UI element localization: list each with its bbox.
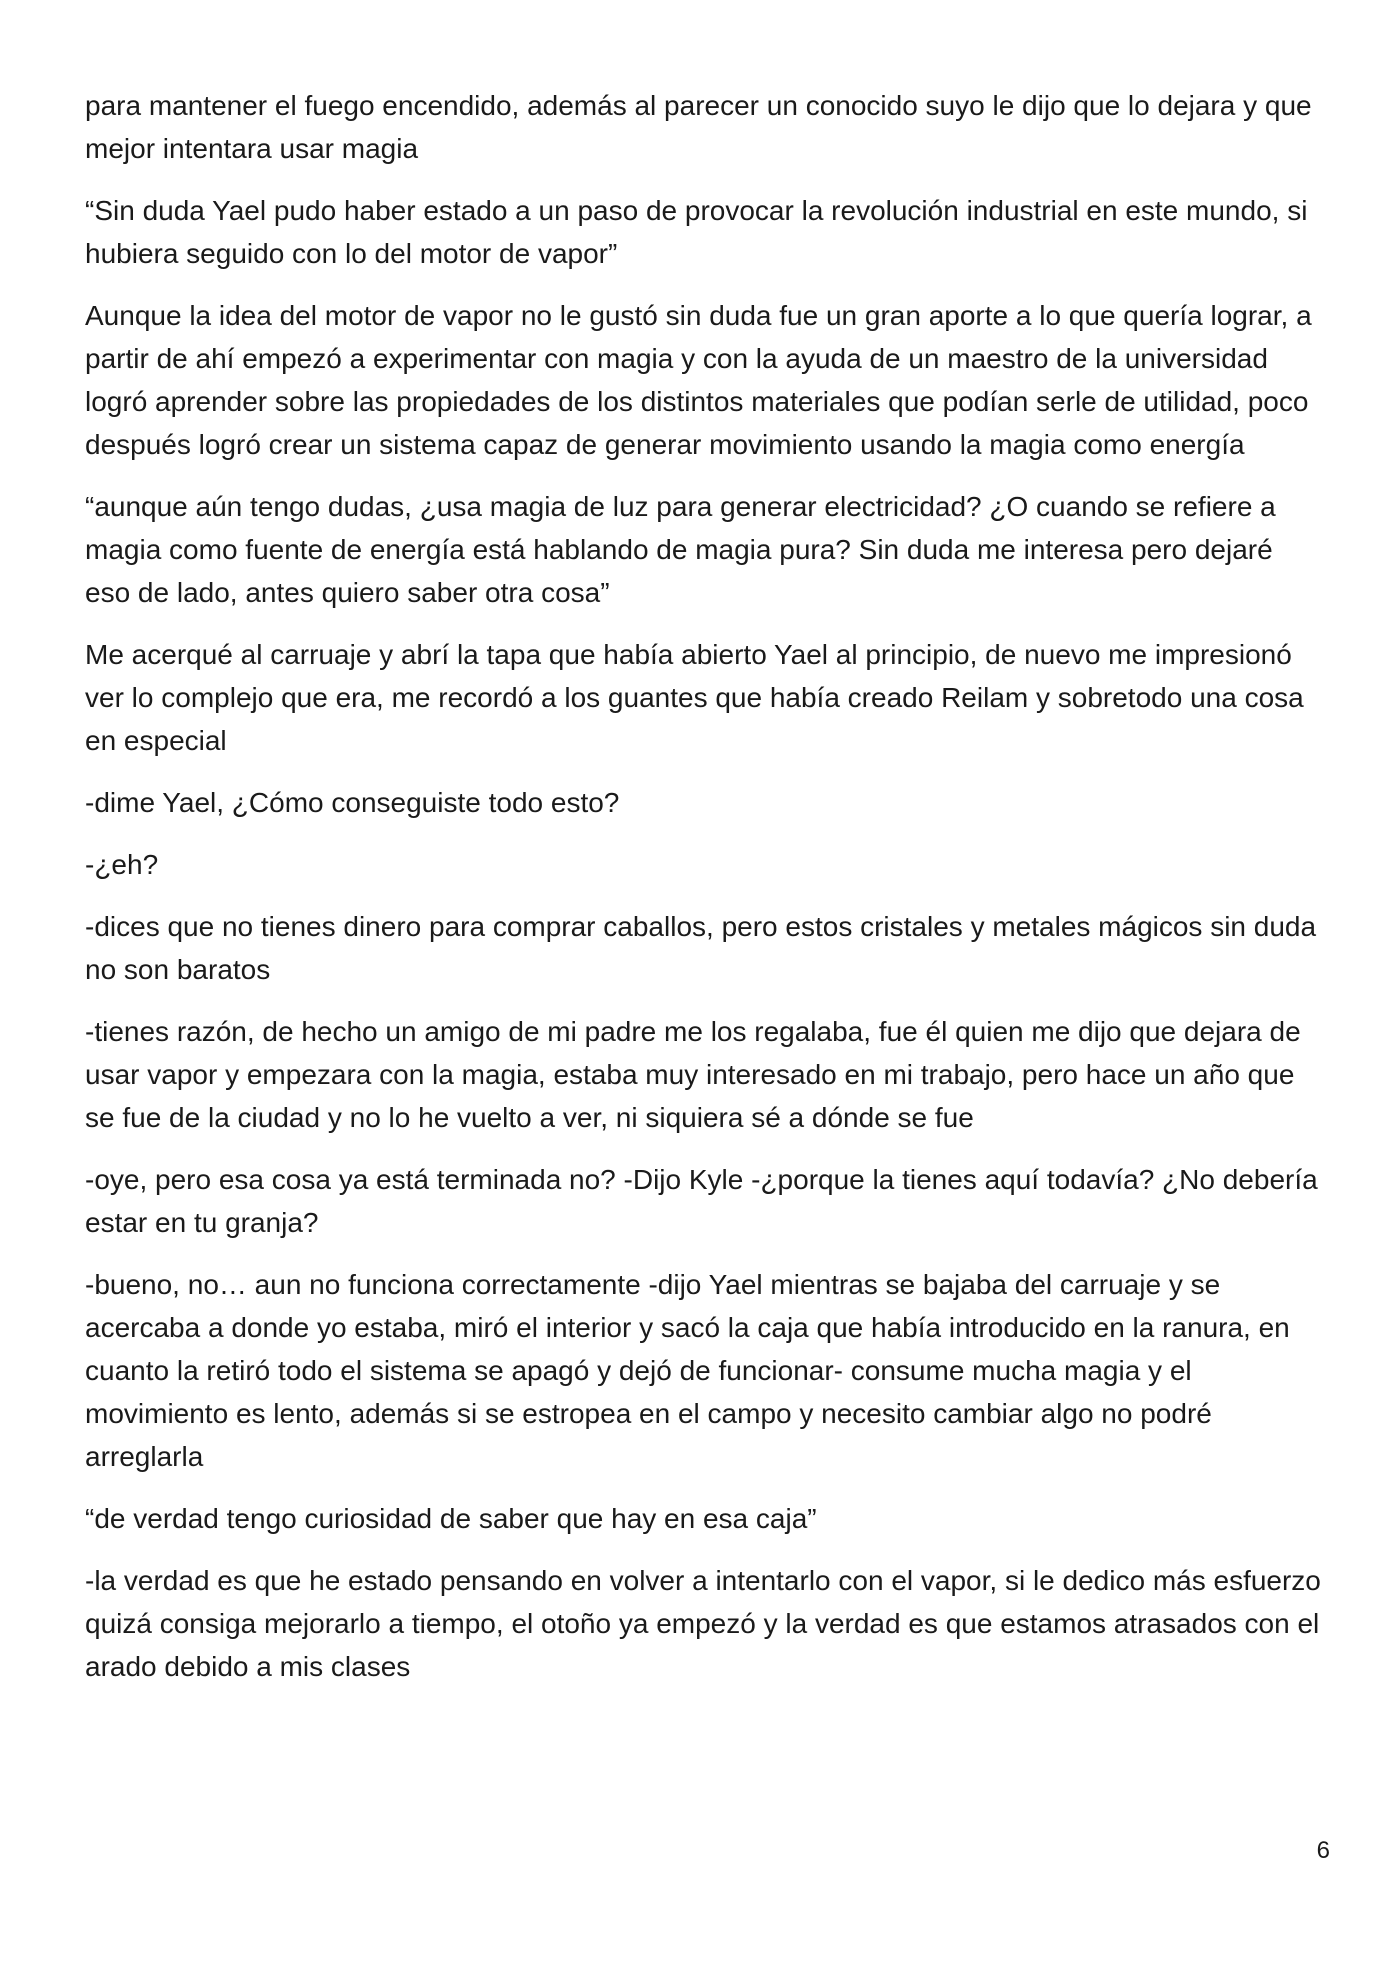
- paragraph: -¿eh?: [85, 849, 159, 880]
- paragraph: “Sin duda Yael pudo haber estado a un paso de provocar la revolución industrial en este mundo, si hubiera seguido con lo del motor de vapor”: [85, 195, 1308, 269]
- paragraph: -oye, pero esa cosa ya está terminada no? -Dijo Kyle -¿porque la tienes aquí todavía? ¿No debería estar en tu granja?: [85, 1164, 1318, 1238]
- paragraph: -tienes razón, de hecho un amigo de mi padre me los regalaba, fue él quien me dijo que dejara de usar vapor y empezara con la magia, estaba muy interesado en mi trabajo, pero hace un año que se fue de la ciudad y no lo he vuelto a ver, ni siquiera sé a dónde se fue: [85, 1016, 1301, 1133]
- paragraph: Aunque la idea del motor de vapor no le gustó sin duda fue un gran aporte a lo que quería lograr, a partir de ahí empezó a experimentar con magia y con la ayuda de un maestro de la universidad logró aprender sobre las propiedades de los distintos materiales que podían serle de utilidad, poco después logró crear un sistema capaz de generar movimiento usando la magia como energía: [85, 300, 1312, 460]
- page-number: 6: [1316, 1837, 1330, 1864]
- paragraph: Me acerqué al carruaje y abrí la tapa que había abierto Yael al principio, de nuevo me impresionó ver lo complejo que era, me recordó a los guantes que había creado Reilam y sobretodo una cosa en especial: [85, 639, 1304, 756]
- paragraph: para mantener el fuego encendido, además al parecer un conocido suyo le dijo que lo dejara y que mejor intentara usar magia: [85, 90, 1312, 164]
- paragraph: “de verdad tengo curiosidad de saber que hay en esa caja”: [85, 1503, 817, 1534]
- page-body: [85, 84, 1325, 1707]
- paragraph: -dime Yael, ¿Cómo conseguiste todo esto?: [85, 787, 620, 818]
- paragraph: -bueno, no… aun no funciona correctamente -dijo Yael mientras se bajaba del carruaje y se acercaba a donde yo estaba, miró el interior y sacó la caja que había introducido en la ranura, en cuanto la retiró todo el sistema se apagó y dejó de funcionar- consume mucha magia y el movimiento es lento, además si se estropea en el campo y necesito cambiar algo no podré arreglarla: [85, 1269, 1290, 1472]
- paragraph: “aunque aún tengo dudas, ¿usa magia de luz para generar electricidad? ¿O cuando se refiere a magia como fuente de energía está hablando de magia pura? Sin duda me interesa pero dejaré eso de lado, antes quiero saber otra cosa”: [85, 491, 1276, 608]
- paragraph: -la verdad es que he estado pensando en volver a intentarlo con el vapor, si le dedico más esfuerzo quizá consiga mejorarlo a tiempo, el otoño ya empezó y la verdad es que estamos atrasados con el arado debido a mis clases: [85, 1565, 1321, 1682]
- paragraph: -dices que no tienes dinero para comprar caballos, pero estos cristales y metales mágicos sin duda no son baratos: [85, 911, 1317, 985]
